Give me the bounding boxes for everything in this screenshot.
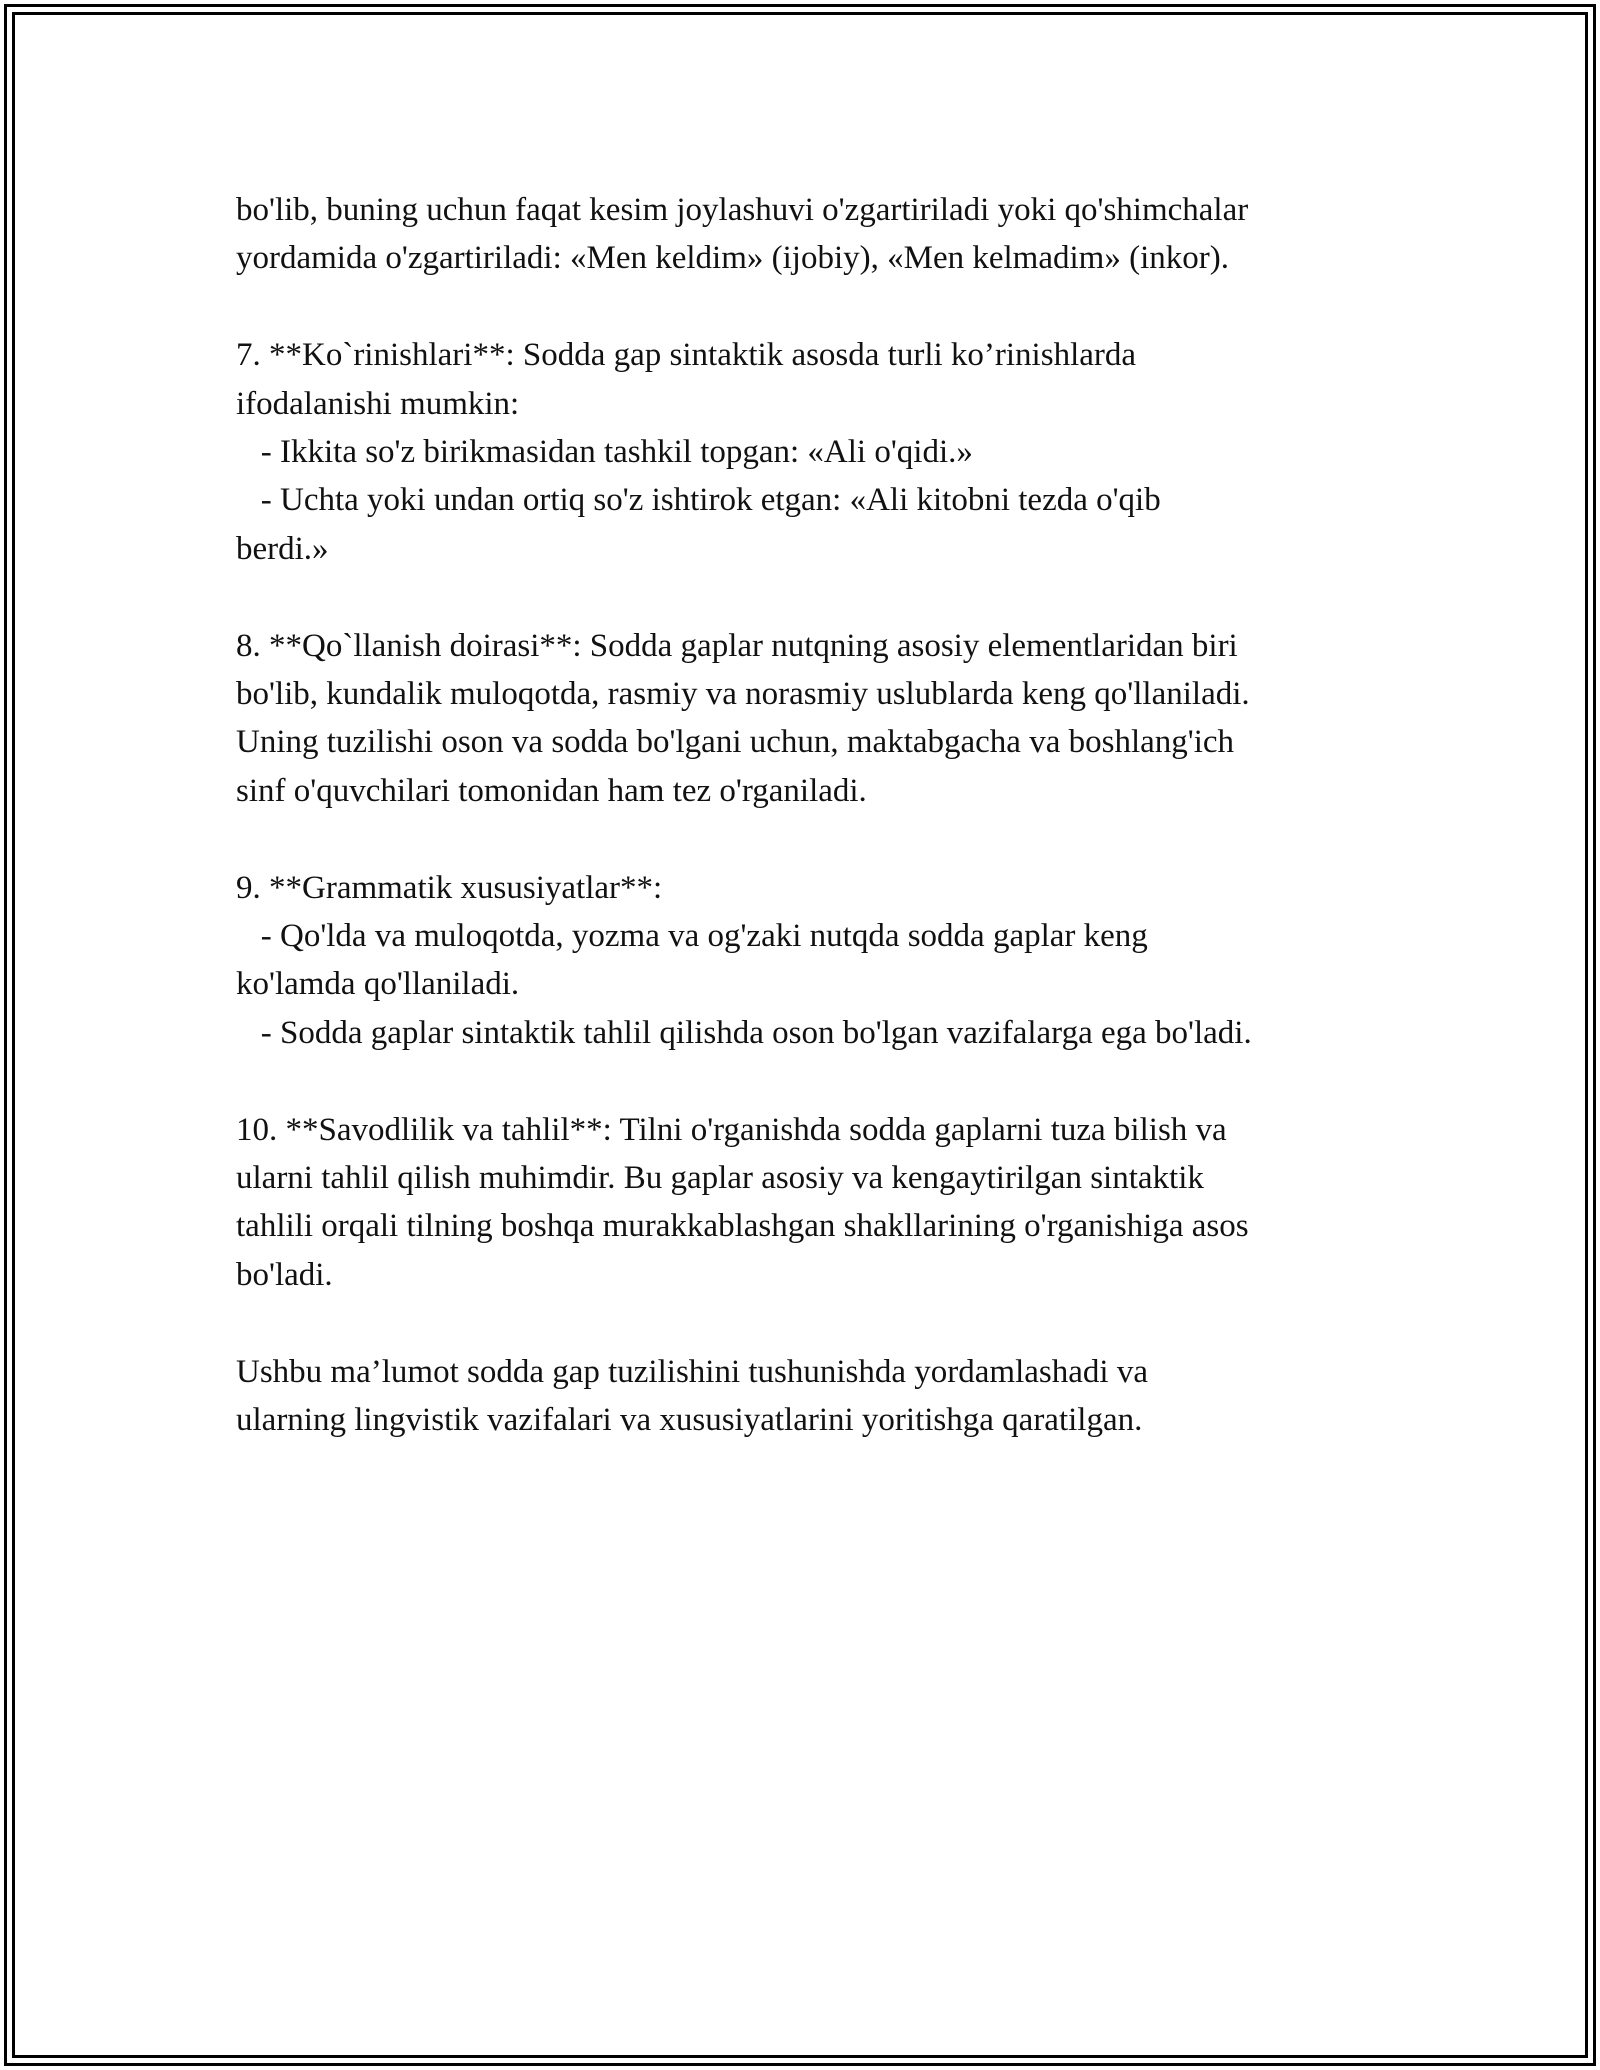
text-line: - Sodda gaplar sintaktik tahlil qilishda oson bo'lgan vazifalarga ega bo'ladi. bbox=[236, 1014, 1252, 1051]
text-line: ko'lamda qo'llaniladi. bbox=[236, 966, 520, 1003]
text-line: ifodalanishi mumkin: bbox=[236, 385, 520, 422]
text-line: ularni tahlil qilish muhimdir. Bu gaplar asosiy va kengaytirilgan sintaktik bbox=[236, 1160, 1204, 1197]
text-line: berdi.» bbox=[236, 530, 329, 567]
document-body bbox=[236, 186, 1386, 1493]
text-line: 7. **Ko`rinishlari**: Sodda gap sintaktik asosda turli ko’rinishlarda bbox=[236, 337, 1137, 374]
text-line: 10. **Savodlilik va tahlil**: Tilni o'rganishda sodda gaplarni tuza bilish va bbox=[236, 1111, 1227, 1148]
paragraph-conclusion bbox=[236, 1348, 1386, 1445]
text-line: - Ikkita so'z birikmasidan tashkil topgan: «Ali o'qidi.» bbox=[236, 434, 973, 471]
text-line: bo'ladi. bbox=[236, 1256, 333, 1293]
text-line: - Uchta yoki undan ortiq so'z ishtirok etgan: «Ali kitobni tezda o'qib bbox=[236, 482, 1161, 519]
paragraph-item-7 bbox=[236, 331, 1386, 573]
text-line: bo'lib, kundalik muloqotda, rasmiy va norasmiy uslublarda keng qo'llaniladi. bbox=[236, 676, 1250, 713]
text-line: - Qo'lda va muloqotda, yozma va og'zaki nutqda sodda gaplar keng bbox=[236, 918, 1148, 955]
paragraph-continuation bbox=[236, 186, 1386, 283]
text-line: 8. **Qo`llanish doirasi**: Sodda gaplar nutqning asosiy elementlaridan biri bbox=[236, 627, 1238, 664]
text-line: sinf o'quvchilari tomonidan ham tez o'rganiladi. bbox=[236, 772, 867, 809]
paragraph-item-8 bbox=[236, 622, 1386, 816]
text-line: tahlili orqali tilning boshqa murakkablashgan shakllarining o'rganishiga asos bbox=[236, 1208, 1249, 1245]
text-line: Ushbu ma’lumot sodda gap tuzilishini tushunishda yordamlashadi va bbox=[236, 1353, 1148, 1390]
paragraph-item-9 bbox=[236, 864, 1386, 1058]
paragraph-item-10 bbox=[236, 1106, 1386, 1300]
text-line: yordamida o'zgartiriladi: «Men keldim» (ijobiy), «Men kelmadim» (inkor). bbox=[236, 240, 1229, 277]
text-line: ularning lingvistik vazifalari va xususiyatlarini yoritishga qaratilgan. bbox=[236, 1402, 1143, 1439]
text-line: 9. **Grammatik xususiyatlar**: bbox=[236, 869, 663, 906]
text-line: bo'lib, buning uchun faqat kesim joylashuvi o'zgartiriladi yoki qo'shimchalar bbox=[236, 192, 1249, 228]
text-line: Uning tuzilishi oson va sodda bo'lgani uchun, maktabgacha va boshlang'ich bbox=[236, 724, 1235, 761]
